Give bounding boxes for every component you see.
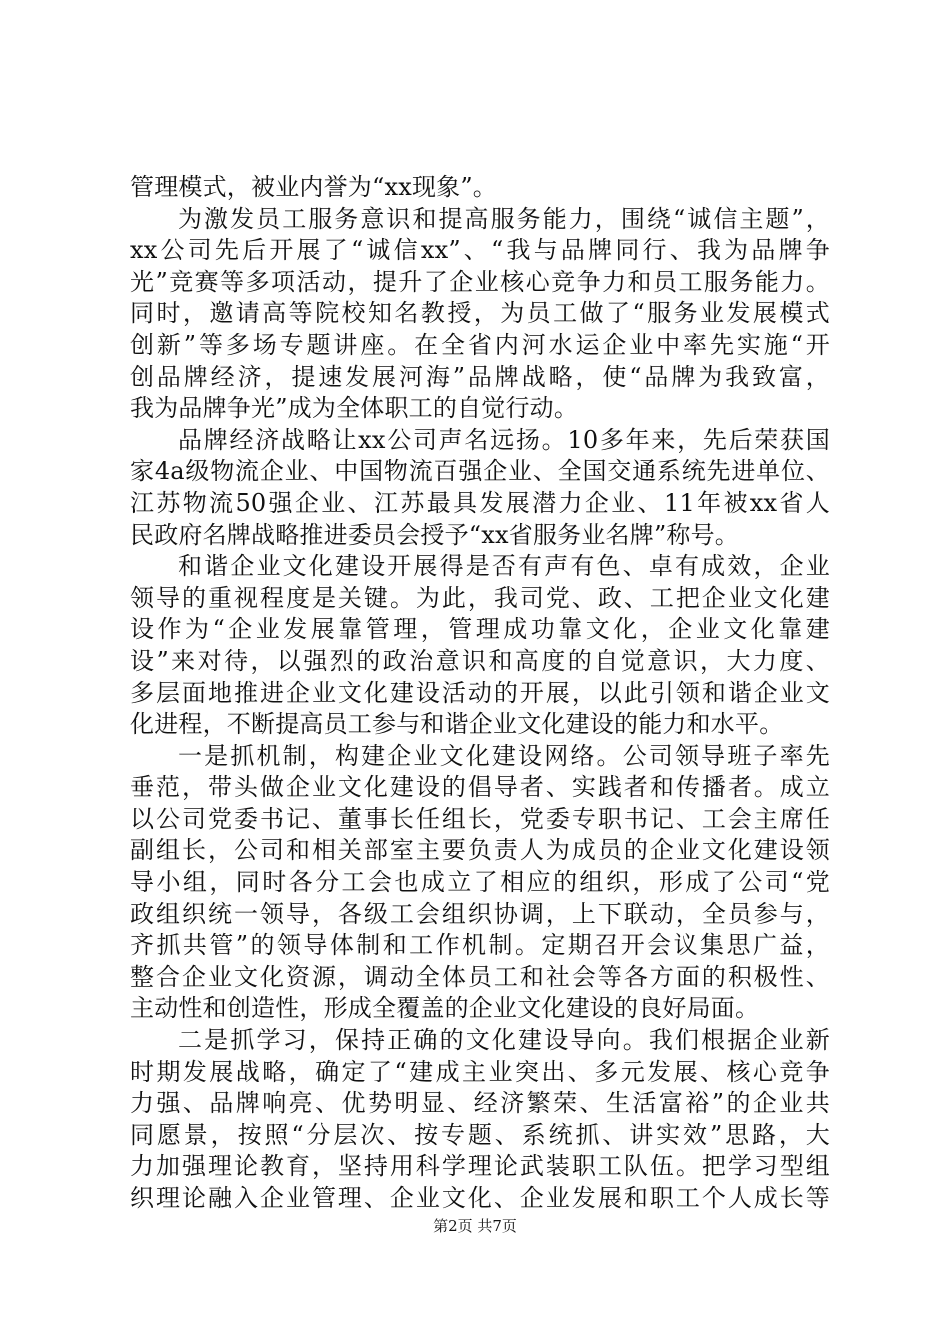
text-line: 副组长，公司和相关部室主要负责人为成员的企业文化建设领 bbox=[130, 836, 830, 865]
text-line: 垂范，带头做企业文化建设的倡导者、实践者和传播者。成立 bbox=[130, 773, 830, 802]
text-line: 家4a级物流企业、中国物流百强企业、全国交通系统先进单位、 bbox=[130, 457, 830, 486]
document-body bbox=[130, 172, 830, 1215]
text-line: 设作为“企业发展靠管理，管理成功靠文化，企业文化靠建 bbox=[130, 615, 830, 644]
text-line: xx公司先后开展了“诚信xx”、“我与品牌同行、我为品牌争 bbox=[130, 236, 830, 265]
text-line: 领导的重视程度是关键。为此，我司党、政、工把企业文化建 bbox=[130, 583, 830, 612]
text-line: 管理模式，被业内誉为“xx现象”。 bbox=[130, 173, 498, 201]
text-line: 二是抓学习，保持正确的文化建设导向。我们根据企业新 bbox=[178, 1026, 830, 1055]
text-line: 一是抓机制，构建企业文化建设网络。公司领导班子率先 bbox=[178, 741, 830, 770]
text-line: 以公司党委书记、董事长任组长，党委专职书记、工会主席任 bbox=[130, 804, 830, 833]
text-line: 光”竞赛等多项活动，提升了企业核心竞争力和员工服务能力。 bbox=[130, 267, 830, 296]
text-line: 同时，邀请高等院校知名教授，为员工做了“服务业发展模式 bbox=[130, 299, 830, 328]
text-line: 力强、品牌响亮、优势明显、经济繁荣、生活富裕”的企业共 bbox=[130, 1089, 830, 1118]
text-line: 创新”等多场专题讲座。在全省内河水运企业中率先实施“开 bbox=[130, 330, 830, 359]
text-line: 我为品牌争光”成为全体职工的自觉行动。 bbox=[130, 394, 579, 423]
text-line: 织理论融入企业管理、企业文化、企业发展和职工个人成长等 bbox=[130, 1184, 830, 1212]
text-line: 江苏物流50强企业、江苏最具发展潜力企业、11年被xx省人 bbox=[130, 488, 830, 517]
text-line: 化进程，不断提高员工参与和谐企业文化建设的能力和水平。 bbox=[130, 710, 784, 739]
text-line: 为激发员工服务意识和提高服务能力，围绕“诚信主题”， bbox=[178, 204, 830, 233]
text-line: 创品牌经济，提速发展河海”品牌战略，使“品牌为我致富， bbox=[130, 362, 830, 391]
text-line: 力加强理论教育，坚持用科学理论武装职工队伍。把学习型组 bbox=[130, 1152, 830, 1181]
text-line: 同愿景，按照“分层次、按专题、系统抓、讲实效”思路，大 bbox=[130, 1120, 830, 1149]
page-footer bbox=[0, 1215, 950, 1236]
text-line: 设”来对待，以强烈的政治意识和高度的自觉意识，大力度、 bbox=[130, 646, 830, 675]
text-line: 导小组，同时各分工会也成立了相应的组织，形成了公司“党 bbox=[130, 868, 830, 897]
text-line: 和谐企业文化建设开展得是否有声有色、卓有成效，企业 bbox=[178, 552, 830, 581]
text-line: 民政府名牌战略推进委员会授予“xx省服务业名牌”称号。 bbox=[130, 520, 740, 549]
text-line: 齐抓共管”的领导体制和工作机制。定期召开会议集思广益， bbox=[130, 931, 830, 960]
text-line: 多层面地推进企业文化建设活动的开展，以此引领和谐企业文 bbox=[130, 678, 830, 707]
text-line: 主动性和创造性，形成全覆盖的企业文化建设的良好局面。 bbox=[130, 994, 760, 1023]
text-line: 政组织统一领导，各级工会组织协调，上下联动，全员参与， bbox=[130, 899, 830, 928]
page-number: 第2页 共7页 bbox=[433, 1217, 517, 1235]
text-line: 品牌经济战略让xx公司声名远扬。10多年来，先后荣获国 bbox=[178, 425, 830, 454]
text-line: 整合企业文化资源，调动全体员工和社会等各方面的积极性、 bbox=[130, 962, 830, 991]
text-line: 时期发展战略，确定了“建成主业突出、多元发展、核心竞争 bbox=[130, 1057, 830, 1086]
